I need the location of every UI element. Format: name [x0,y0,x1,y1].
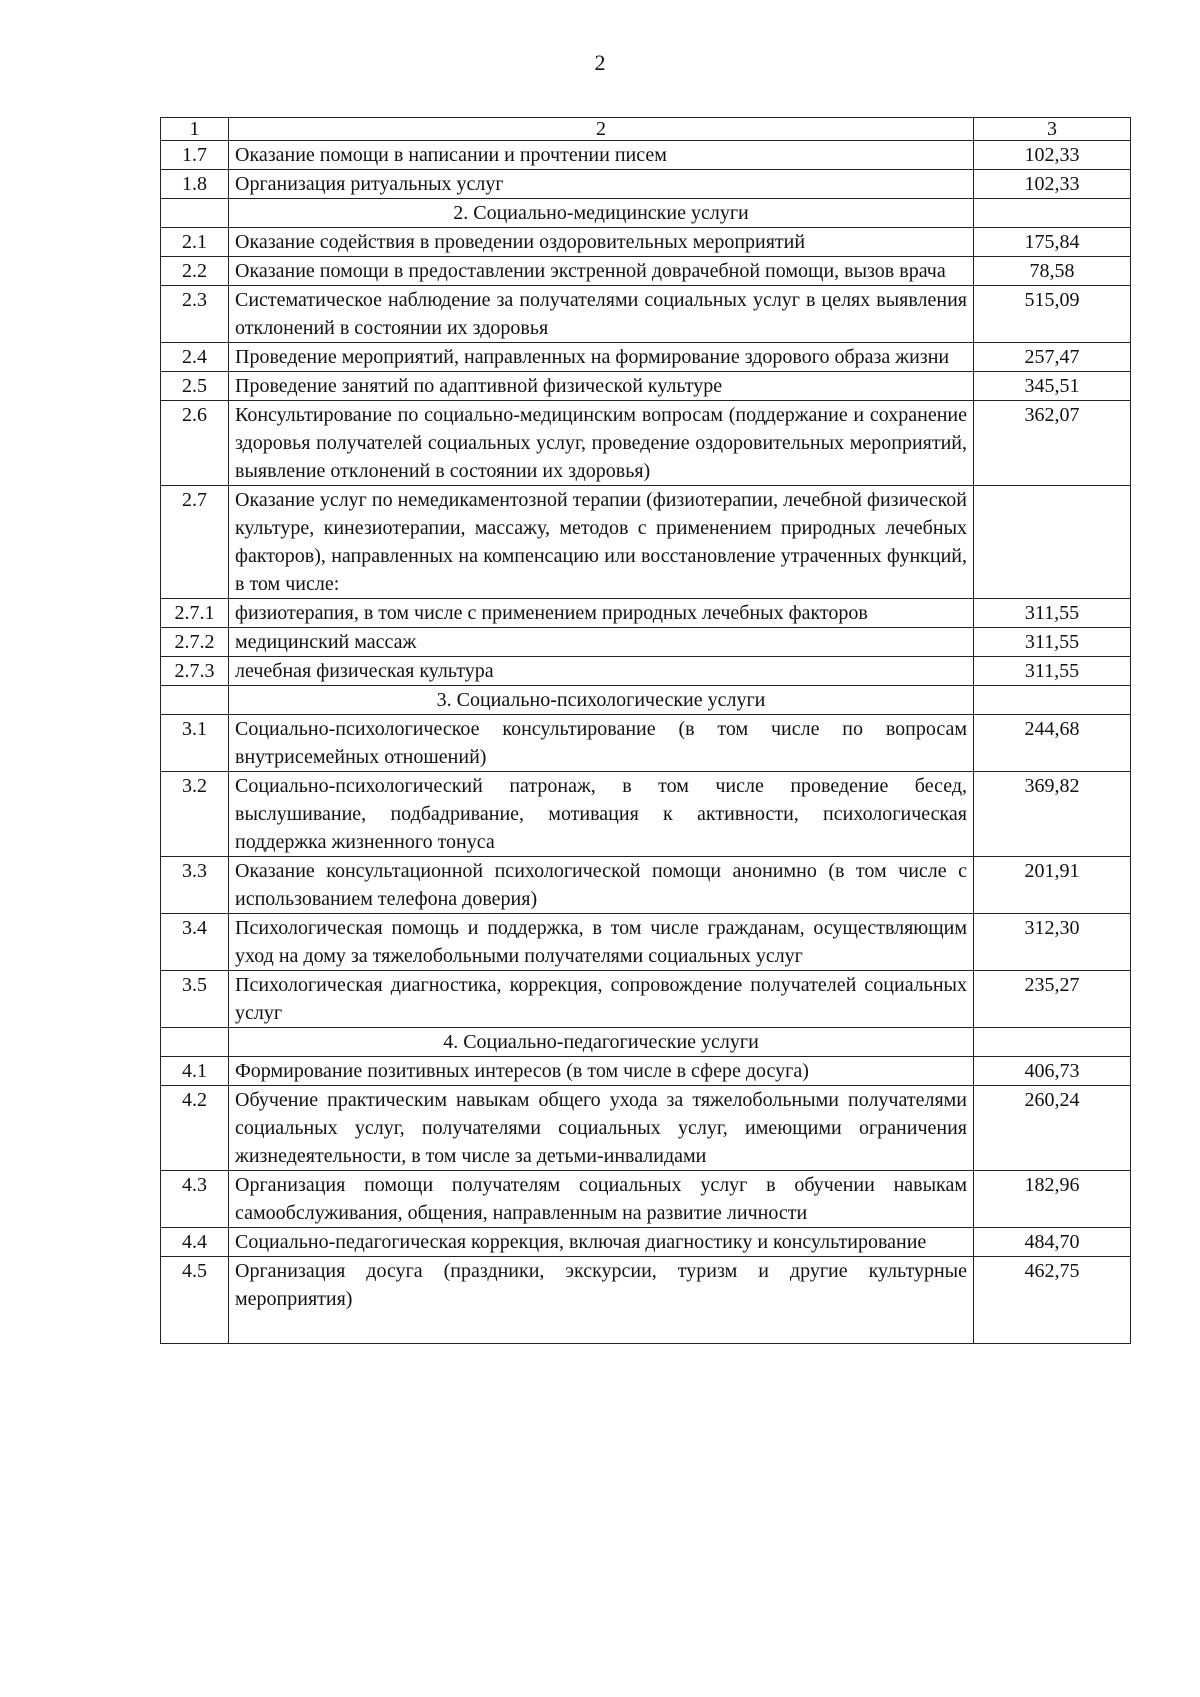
service-description: Психологическая диагностика, коррекция, сопровождение получателей социальных услуг [229,971,974,1028]
service-description: Оказание содействия в проведении оздоровительных мероприятий [229,228,974,257]
item-number: 3.4 [161,914,229,971]
item-number: 2.2 [161,257,229,286]
services-tariff-table [160,117,1131,1344]
table-row [161,486,1131,599]
item-number: 4.3 [161,1171,229,1228]
section-title: 3. Социально-психологические услуги [229,686,974,715]
item-number: 2.1 [161,228,229,257]
table-row [161,401,1131,486]
empty-cell [974,199,1131,228]
service-tariff: 462,75 [974,1257,1131,1344]
table-row [161,599,1131,628]
service-tariff: 345,51 [974,372,1131,401]
table-row [161,286,1131,343]
service-description: Организация ритуальных услуг [229,170,974,199]
table-row [161,343,1131,372]
service-tariff: 182,96 [974,1171,1131,1228]
item-number: 3.2 [161,772,229,857]
service-tariff: 311,55 [974,599,1131,628]
table-row [161,257,1131,286]
item-number: 3.5 [161,971,229,1028]
service-description: Организация помощи получателям социальных услуг в обучении навыкам самообслуживания, общения, направленным на развитие личности [229,1171,974,1228]
item-number: 4.2 [161,1086,229,1171]
item-number: 2.7 [161,486,229,599]
table-row [161,772,1131,857]
section-header-row [161,1028,1131,1057]
service-tariff: 312,30 [974,914,1131,971]
item-number: 3.1 [161,715,229,772]
item-number: 1.7 [161,141,229,170]
service-tariff: 484,70 [974,1228,1131,1257]
service-description: Проведение занятий по адаптивной физической культуре [229,372,974,401]
service-description: Оказание помощи в предоставлении экстренной доврачебной помощи, вызов врача [229,257,974,286]
table-row [161,715,1131,772]
section-header-row [161,199,1131,228]
service-tariff: 78,58 [974,257,1131,286]
item-number: 4.5 [161,1257,229,1344]
service-tariff: 102,33 [974,170,1131,199]
service-description: Проведение мероприятий, направленных на формирование здорового образа жизни [229,343,974,372]
table-row [161,971,1131,1028]
service-description: лечебная физическая культура [229,657,974,686]
service-description: Организация досуга (праздники, экскурсии, туризм и другие культурные мероприятия) [229,1257,974,1344]
service-description: физиотерапия, в том числе с применением природных лечебных факторов [229,599,974,628]
table-row [161,228,1131,257]
empty-cell [161,199,229,228]
table-row [161,657,1131,686]
item-number: 2.7.2 [161,628,229,657]
empty-cell [161,686,229,715]
service-description: Систематическое наблюдение за получателями социальных услуг в целях выявления отклонений в состоянии их здоровья [229,286,974,343]
table-row [161,857,1131,914]
service-tariff: 102,33 [974,141,1131,170]
section-title: 4. Социально-педагогические услуги [229,1028,974,1057]
item-number: 1.8 [161,170,229,199]
table-row [161,1228,1131,1257]
item-number: 4.1 [161,1057,229,1086]
table-header-row [161,118,1131,141]
table-row [161,170,1131,199]
service-description: Консультирование по социально-медицинским вопросам (поддержание и сохранение здоровья получателей социальных услуг, проведение оздоровительных мероприятий, выявление отклонений в состоянии их здоровья) [229,401,974,486]
service-tariff: 311,55 [974,657,1131,686]
service-tariff: 235,27 [974,971,1131,1028]
table-row [161,1057,1131,1086]
table-row [161,628,1131,657]
section-title: 2. Социально-медицинские услуги [229,199,974,228]
column-header-2: 2 [229,118,974,141]
service-tariff: 406,73 [974,1057,1131,1086]
item-number: 4.4 [161,1228,229,1257]
service-tariff: 175,84 [974,228,1131,257]
service-tariff: 515,09 [974,286,1131,343]
service-description: Психологическая помощь и поддержка, в том числе гражданам, осуществляющим уход на дому за тяжелобольными получателями социальных услуг [229,914,974,971]
table-row [161,141,1131,170]
service-tariff: 311,55 [974,628,1131,657]
service-tariff: 201,91 [974,857,1131,914]
service-tariff: 257,47 [974,343,1131,372]
service-description: Социально-психологическое консультирование (в том числе по вопросам внутрисемейных отношений) [229,715,974,772]
page-number: 2 [594,50,606,75]
column-header-1: 1 [161,118,229,141]
item-number: 2.6 [161,401,229,486]
service-description: Оказание услуг по немедикаментозной терапии (физиотерапии, лечебной физической культуре, кинезиотерапии, массажу, методов с применением природных лечебных факторов), направленных на компенсацию или восстановление утраченных функций, в том числе: [229,486,974,599]
service-description: Обучение практическим навыкам общего ухода за тяжелобольными получателями социальных услуг, получателями социальных услуг, имеющими ограничения жизнедеятельности, в том числе за детьми-инвалидами [229,1086,974,1171]
service-description: Оказание консультационной психологической помощи анонимно (в том числе с использованием телефона доверия) [229,857,974,914]
empty-cell [974,686,1131,715]
service-tariff: 362,07 [974,401,1131,486]
service-description: Оказание помощи в написании и прочтении писем [229,141,974,170]
table-row [161,1086,1131,1171]
item-number: 3.3 [161,857,229,914]
item-number: 2.4 [161,343,229,372]
service-description: Социально-психологический патронаж, в том числе проведение бесед, выслушивание, подбадривание, мотивация к активности, психологическая поддержка жизненного тонуса [229,772,974,857]
service-description: медицинский массаж [229,628,974,657]
table-body [161,118,1131,1344]
item-number: 2.7.3 [161,657,229,686]
section-header-row [161,686,1131,715]
table-row [161,1257,1131,1344]
item-number: 2.5 [161,372,229,401]
service-tariff: 369,82 [974,772,1131,857]
table-row [161,1171,1131,1228]
empty-cell [161,1028,229,1057]
column-header-3: 3 [974,118,1131,141]
table-row [161,914,1131,971]
service-description: Социально-педагогическая коррекция, включая диагностику и консультирование [229,1228,974,1257]
service-description: Формирование позитивных интересов (в том числе в сфере досуга) [229,1057,974,1086]
item-number: 2.7.1 [161,599,229,628]
empty-cell [974,1028,1131,1057]
service-tariff [974,486,1131,599]
table-row [161,372,1131,401]
service-tariff: 244,68 [974,715,1131,772]
item-number: 2.3 [161,286,229,343]
service-tariff: 260,24 [974,1086,1131,1171]
